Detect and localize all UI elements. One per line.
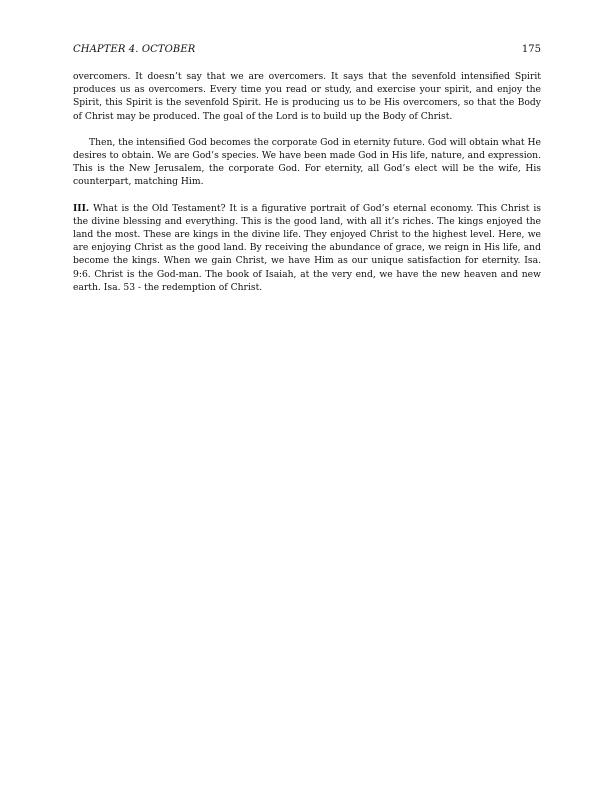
section-number: III. — [73, 202, 90, 214]
page-body — [73, 70, 541, 294]
paragraph-overcomers: overcomers. It doesn’t say that we are overcomers. It says that the sevenfold intensified Spirit produces us as overcomers. Every time you read or study, and exercise your spirit, and enjoy the Spirit, this Spirit is the sevenfold Spirit. He is producing us to be His overcomers, so that the Body of Christ may be produced. The goal of the Lord is to build up the Body of Christ. — [73, 71, 541, 122]
paragraph-old-testament — [73, 202, 541, 294]
chapter-title: CHAPTER 4. OCTOBER — [73, 44, 196, 55]
page-header — [73, 43, 541, 57]
paragraph-old-testament-text: What is the Old Testament? It is a figurative portrait of God’s eternal economy. This Christ is the divine blessing and everything. This is the good land, with all it’s riches. The kings enjoyed the land the most. These are kings in the divine life. They enjoyed Christ to the highest level. Here, we are enjoying Christ as the good land. By receiving the abundance of grace, we reign in His life, and become the kings. When we gain Christ, we have Him as our unique satisfaction for eternity. Isa. 9:6. Christ is the God-man. The book of Isaiah, at the very end, we have the new heaven and new earth. Isa. 53 - the redemption of Christ. — [73, 202, 541, 293]
page-number: 175 — [521, 44, 541, 55]
paragraph-corporate-god: Then, the intensified God becomes the corporate God in eternity future. God will obtain what He desires to obtain. We are God’s species. We have been made God in His life, nature, and expression. This is the New Jerusalem, the corporate God. For eternity, all God’s elect will be the wife, His counterpart, matching Him. — [73, 136, 541, 188]
